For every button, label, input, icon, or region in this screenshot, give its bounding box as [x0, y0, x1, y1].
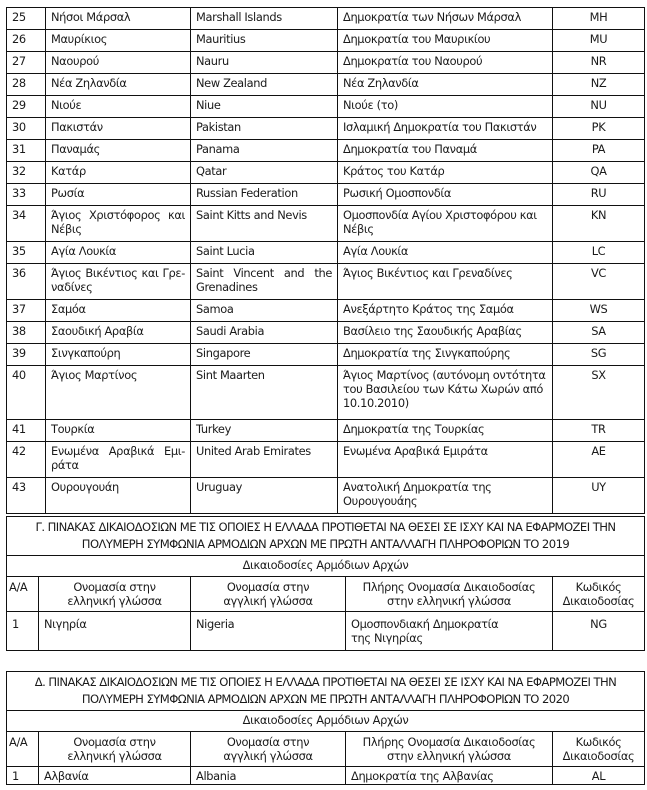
cell-number: 34: [7, 206, 46, 242]
cell-english-name: Saint Lucia: [191, 242, 338, 264]
cell-full-name: Δημοκρατία των Νήσων Μάρσαλ: [338, 8, 553, 30]
cell-english-name: Mauritius: [191, 30, 338, 52]
cell-full-name: Δημοκρατία της Αλβανίας: [346, 767, 553, 785]
cell-full-name: Ρωσική Ομοσπονδία: [338, 184, 553, 206]
cell-full-name: Ανατολική Δημοκρατία της Ουρουγουάης: [338, 478, 553, 514]
cell-english-name: Samoa: [191, 300, 338, 322]
cell-greek-name: Σαουδική Αραβία: [46, 322, 191, 344]
cell-code: AL: [553, 767, 645, 785]
header-greek-name: Ονομασία στην ελληνική γλώσσα: [39, 732, 191, 767]
header-code: Κωδικός Δικαιοδοσίας: [553, 732, 645, 767]
cell-greek-name: Τουρκία: [46, 420, 191, 442]
cell-code: MH: [553, 8, 645, 30]
cell-code: SA: [553, 322, 645, 344]
cell-full-name: Ενωμένα Αραβικά Εμιράτα: [338, 442, 553, 478]
cell-number: 43: [7, 478, 46, 514]
cell-number: 36: [7, 264, 46, 300]
cell-number: 27: [7, 52, 46, 74]
table-row: [7, 478, 645, 514]
cell-code: UY: [553, 478, 645, 514]
title-line-1: Γ. ΠΙΝΑΚΑΣ ΔΙΚΑΙΟΔΟΣΙΩΝ ΜΕ ΤΙΣ ΟΠΟΙΕΣ Η ΕΛΛΑΔΑ ΠΡΟΤΙΘΕΤΑΙ ΝΑ ΘΕΣΕΙ ΣΕ ΙΣΧΥ ΚΑΙ ΝΑ ΕΦΑΡΜΟΖΕΙ ΤΗΝ: [35, 520, 616, 534]
cell-greek-name: Αλβανία: [39, 767, 191, 785]
table-row: [7, 242, 645, 264]
cell-full-name: Δημοκρατία της Σινγκαπούρης: [338, 344, 553, 366]
cell-number: 32: [7, 162, 46, 184]
cell-english-name: Panama: [191, 140, 338, 162]
header-greek-name: Ονομασία στην ελληνική γλώσσα: [39, 577, 191, 612]
cell-greek-name: Ναουρού: [46, 52, 191, 74]
cell-code: MU: [553, 30, 645, 52]
cell-english-name: United Arab Emirates: [191, 442, 338, 478]
table-row: [7, 140, 645, 162]
cell-code: RU: [553, 184, 645, 206]
cell-number: 29: [7, 96, 46, 118]
cell-code: NZ: [553, 74, 645, 96]
cell-full-name: Ομοσπονδία Αγίου Χριστοφόρου και Νέβις: [338, 206, 553, 242]
cell-greek-name: Αγία Λουκία: [46, 242, 191, 264]
cell-full-name: Δημοκρατία του Παναμά: [338, 140, 553, 162]
cell-greek-name: Πακιστάν: [46, 118, 191, 140]
cell-greek-name: Νήσοι Μάρσαλ: [46, 8, 191, 30]
cell-code: AE: [553, 442, 645, 478]
cell-greek-name: Σινγκαπούρη: [46, 344, 191, 366]
cell-greek-name: Ουρουγουάη: [46, 478, 191, 514]
cell-english-name: Qatar: [191, 162, 338, 184]
cell-english-name: Russian Federation: [191, 184, 338, 206]
cell-greek-name: Σαμόα: [46, 300, 191, 322]
cell-english-name: Sint Maarten: [191, 366, 338, 420]
cell-code: VC: [553, 264, 645, 300]
cell-number: 1: [7, 767, 39, 785]
cell-code: KN: [553, 206, 645, 242]
table-row: [7, 118, 645, 140]
table-row: [7, 162, 645, 184]
cell-full-name: Δημοκρατία της Τουρκίας: [338, 420, 553, 442]
cell-greek-name: Κατάρ: [46, 162, 191, 184]
cell-number: 26: [7, 30, 46, 52]
table-d-2020: [6, 671, 645, 785]
cell-english-name: Saint Vincent and the Grenadines: [191, 264, 338, 300]
table-row: [7, 344, 645, 366]
jurisdictions-table-continued: [6, 7, 645, 514]
cell-full-name: Νιούε (το): [338, 96, 553, 118]
cell-code: QA: [553, 162, 645, 184]
cell-greek-name: Νιγηρία: [39, 612, 191, 651]
cell-number: 35: [7, 242, 46, 264]
cell-code: PK: [553, 118, 645, 140]
table-row: [7, 442, 645, 478]
cell-full-name: Δημοκρατία του Μαυρικίου: [338, 30, 553, 52]
cell-number: 31: [7, 140, 46, 162]
cell-code: NR: [553, 52, 645, 74]
cell-number: 25: [7, 8, 46, 30]
cell-greek-name: Νιούε: [46, 96, 191, 118]
cell-full-name: Άγιος Μαρτίνος (αυτόνομη οντότητα του Βασιλείου των Κάτω Χωρών από 10.10.2010): [338, 366, 553, 420]
cell-english-name: Saint Kitts and Nevis: [191, 206, 338, 242]
cell-greek-name: Παναμάς: [46, 140, 191, 162]
cell-full-name: Νέα Ζηλανδία: [338, 74, 553, 96]
table-row: [7, 300, 645, 322]
title-line-2: ΠΟΛΥΜΕΡΗ ΣΥΜΦΩΝΙΑ ΑΡΜΟΔΙΩΝ ΑΡΧΩΝ ΜΕ ΠΡΩΤΗ ΑΝΤΑΛΛΑΓΗ ΠΛΗΡΟΦΟΡΙΩΝ ΤΟ 2020: [81, 692, 570, 706]
cell-greek-name: Ρωσία: [46, 184, 191, 206]
header-full-name: Πλήρης Ονομασία Δικαιοδοσίας στην ελληνική γλώσσα: [346, 732, 553, 767]
table-row: [7, 8, 645, 30]
cell-code: SX: [553, 366, 645, 420]
table-g-subtitle: Δικαιοδοσίες Αρμόδιων Αρχών: [7, 556, 645, 577]
table-row: [7, 52, 645, 74]
cell-full-name: Δημοκρατία του Ναουρού: [338, 52, 553, 74]
cell-number: 41: [7, 420, 46, 442]
table-row: [7, 322, 645, 344]
table-row: [7, 420, 645, 442]
cell-number: 37: [7, 300, 46, 322]
cell-number: 30: [7, 118, 46, 140]
cell-code: NU: [553, 96, 645, 118]
table-row: [7, 612, 645, 651]
cell-english-name: Marshall Islands: [191, 8, 338, 30]
header-english-name: Ονομασία στην αγγλική γλώσσα: [191, 732, 346, 767]
cell-english-name: Niue: [191, 96, 338, 118]
cell-english-name: Saudi Arabia: [191, 322, 338, 344]
header-english-name: Ονομασία στην αγγλική γλώσσα: [191, 577, 346, 612]
cell-number: 38: [7, 322, 46, 344]
table-row: [7, 206, 645, 242]
cell-english-name: Singapore: [191, 344, 338, 366]
cell-english-name: Nauru: [191, 52, 338, 74]
header-aa: Α/Α: [7, 577, 39, 612]
cell-number: 1: [7, 612, 39, 651]
cell-greek-name: Μαυρίκιος: [46, 30, 191, 52]
cell-full-name: Άγιος Βικέντιος και Γρεναδίνες: [338, 264, 553, 300]
cell-number: 39: [7, 344, 46, 366]
cell-full-name: Ομοσπονδιακή Δημοκρατία της Νιγηρίας: [346, 612, 553, 651]
table-row: [7, 767, 645, 785]
cell-code: TR: [553, 420, 645, 442]
header-code: Κωδικός Δικαιοδοσίας: [553, 577, 645, 612]
cell-code: PA: [553, 140, 645, 162]
title-line-1: Δ. ΠΙΝΑΚΑΣ ΔΙΚΑΙΟΔΟΣΙΩΝ ΜΕ ΤΙΣ ΟΠΟΙΕΣ Η ΕΛΛΑΔΑ ΠΡΟΤΙΘΕΤΑΙ ΝΑ ΘΕΣΕΙ ΣΕ ΙΣΧΥ ΚΑΙ ΝΑ ΕΦΑΡΜΟΖΕΙ ΤΗΝ: [34, 675, 617, 689]
header-aa: Α/Α: [7, 732, 39, 767]
cell-english-name: Turkey: [191, 420, 338, 442]
cell-english-name: Albania: [191, 767, 346, 785]
cell-greek-name: Ενωμένα Αραβικά Εμι-ράτα: [46, 442, 191, 478]
cell-code: LC: [553, 242, 645, 264]
cell-greek-name: Άγιος Βικέντιος και Γρε-ναδίνες: [46, 264, 191, 300]
table-g-2019: [6, 516, 645, 651]
cell-full-name: Ισλαμική Δημοκρατία του Πακιστάν: [338, 118, 553, 140]
cell-english-name: Pakistan: [191, 118, 338, 140]
table-row: [7, 366, 645, 420]
cell-number: 33: [7, 184, 46, 206]
header-full-name: Πλήρης Ονομασία Δικαιοδοσίας στην ελληνική γλώσσα: [346, 577, 553, 612]
title-line-2: ΠΟΛΥΜΕΡΗ ΣΥΜΦΩΝΙΑ ΑΡΜΟΔΙΩΝ ΑΡΧΩΝ ΜΕ ΠΡΩΤΗ ΑΝΤΑΛΛΑΓΗ ΠΛΗΡΟΦΟΡΙΩΝ ΤΟ 2019: [81, 537, 570, 551]
cell-english-name: Nigeria: [191, 612, 346, 651]
cell-code: WS: [553, 300, 645, 322]
cell-greek-name: Νέα Ζηλανδία: [46, 74, 191, 96]
table-row: [7, 264, 645, 300]
cell-code: NG: [553, 612, 645, 651]
cell-full-name: Βασίλειο της Σαουδικής Αραβίας: [338, 322, 553, 344]
cell-greek-name: Άγιος Μαρτίνος: [46, 366, 191, 420]
table-row: [7, 30, 645, 52]
cell-english-name: Uruguay: [191, 478, 338, 514]
cell-english-name: New Zealand: [191, 74, 338, 96]
cell-code: SG: [553, 344, 645, 366]
cell-full-name: Ανεξάρτητο Κράτος της Σαμόα: [338, 300, 553, 322]
cell-number: 42: [7, 442, 46, 478]
table-row: [7, 184, 645, 206]
table-d-subtitle: Δικαιοδοσίες Αρμόδιων Αρχών: [7, 711, 645, 732]
cell-full-name: Αγία Λουκία: [338, 242, 553, 264]
table-row: [7, 96, 645, 118]
cell-number: 28: [7, 74, 46, 96]
cell-greek-name: Άγιος Χριστόφορος και Νέβις: [46, 206, 191, 242]
table-d-title: [7, 672, 645, 711]
table-row: [7, 74, 645, 96]
table-g-title: [7, 517, 645, 556]
cell-full-name: Κράτος του Κατάρ: [338, 162, 553, 184]
cell-number: 40: [7, 366, 46, 420]
